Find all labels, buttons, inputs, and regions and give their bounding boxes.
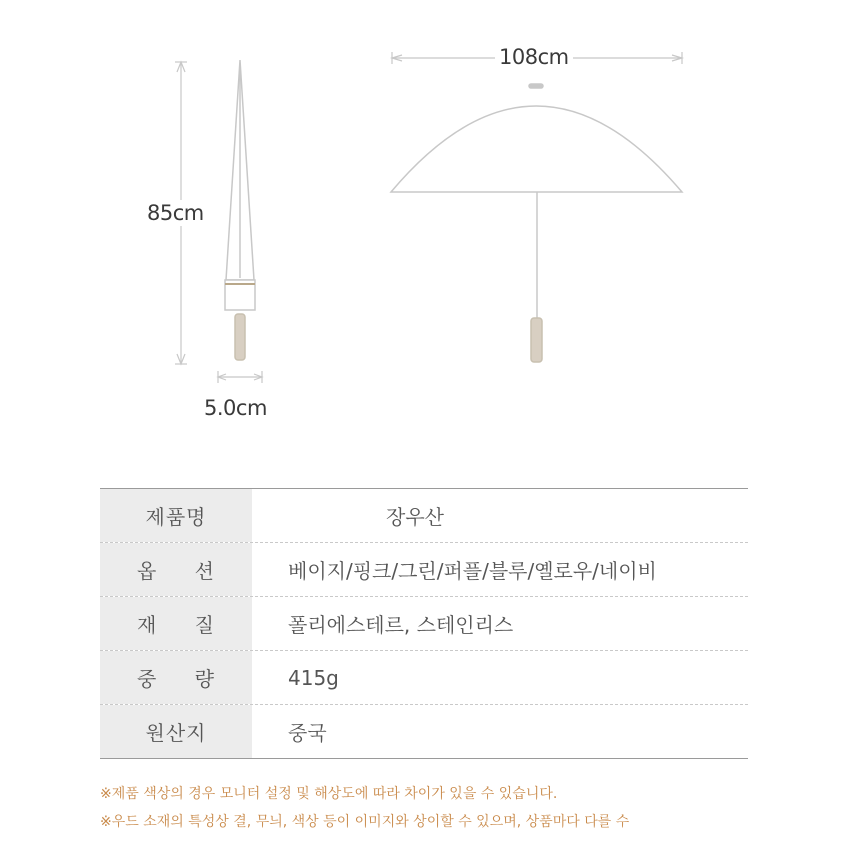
open-umbrella xyxy=(391,84,682,362)
spec-label: 옵 션 xyxy=(100,543,252,596)
spec-label: 재 질 xyxy=(100,597,252,650)
spec-value: 베이지/핑크/그린/퍼플/블루/옐로우/네이비 xyxy=(288,559,657,583)
spec-value: 중국 xyxy=(288,721,327,745)
folded-umbrella xyxy=(225,60,255,360)
notice-text xyxy=(100,780,800,836)
spec-row-product-name xyxy=(100,489,748,543)
diameter-dimension-line xyxy=(218,371,262,383)
spec-table xyxy=(100,488,748,759)
length-label: 85cm xyxy=(147,201,204,225)
spec-label: 중 량 xyxy=(100,651,252,704)
spec-value: 415g xyxy=(288,665,339,690)
spec-row-options xyxy=(100,543,748,597)
spec-value: 장우산 xyxy=(386,505,444,529)
spec-value: 폴리에스테르, 스테인리스 xyxy=(288,613,514,637)
width-label: 108cm xyxy=(495,44,573,70)
spec-row-weight xyxy=(100,651,748,705)
spec-label: 원산지 xyxy=(100,705,252,758)
diameter-label: 5.0cm xyxy=(204,396,267,420)
notice-line: ※제품 색상의 경우 모니터 설정 및 해상도에 따라 차이가 있을 수 있습니다. xyxy=(100,786,558,802)
notice-line: ※우드 소재의 특성상 결, 무늬, 색상 등이 이미지와 상이할 수 있으며, 상품마다 다를 수 xyxy=(100,814,630,830)
spec-row-material xyxy=(100,597,748,651)
spec-label: 제품명 xyxy=(100,489,252,542)
spec-row-origin xyxy=(100,705,748,758)
